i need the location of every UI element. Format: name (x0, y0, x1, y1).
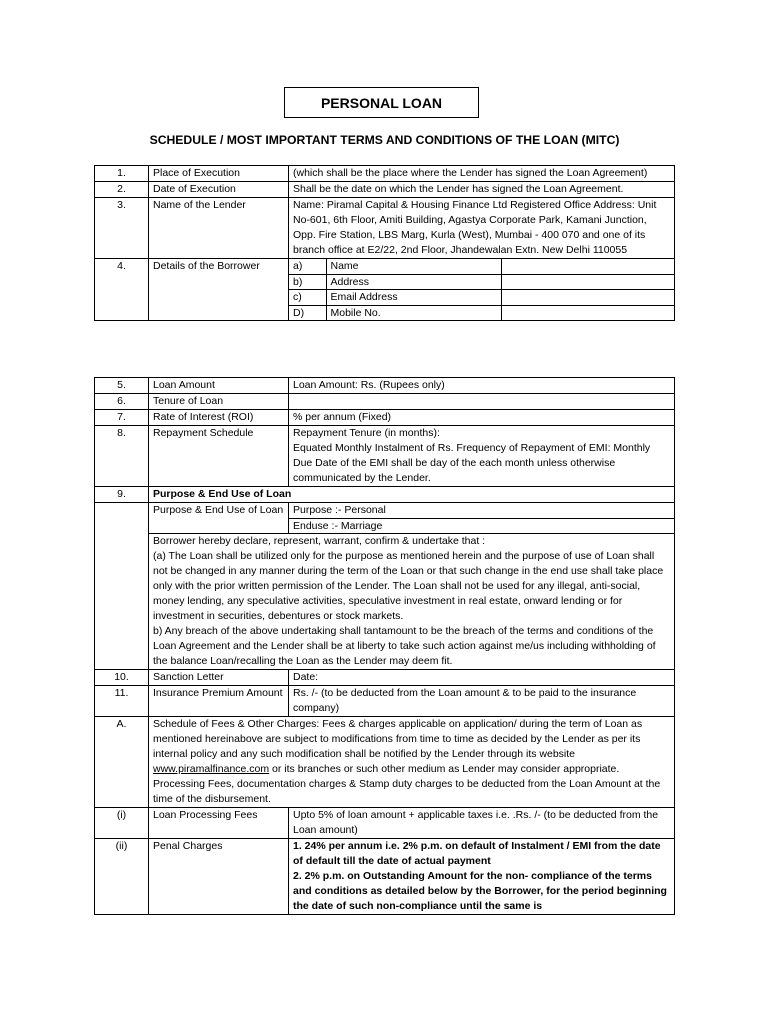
borrower-detail-row (289, 290, 674, 306)
declaration-cell (149, 534, 675, 670)
declaration-intro: Borrower hereby declare, represent, warrant, confirm & undertake that : (153, 535, 486, 547)
repayment-tenure-text: Repayment Tenure (in months): (293, 427, 440, 439)
detail-value-blank (501, 274, 674, 290)
table-row (95, 198, 675, 259)
table-row (95, 487, 675, 503)
section-heading: Purpose & End Use of Loan (149, 487, 675, 503)
row-number: A. (95, 717, 149, 808)
table-row (95, 534, 675, 670)
row-number: 10. (95, 670, 149, 686)
detail-field: Mobile No. (326, 305, 501, 320)
detail-value-blank (501, 290, 674, 306)
row-label: Place of Execution (149, 166, 289, 182)
empty-number-cell (95, 503, 149, 670)
emi-due-date-text: Due Date of the EMI shall be day of the each month unless otherwise communicated by the Lender. (293, 457, 616, 484)
table-row (95, 394, 675, 410)
row-number: 8. (95, 426, 149, 487)
row-label: Repayment Schedule (149, 426, 289, 487)
detail-value-blank (501, 259, 674, 274)
penal-charge-1: 1. 24% per annum i.e. 2% p.m. on default of Instalment / EMI from the date of default till the date of actual payment (293, 840, 661, 867)
row-number: (i) (95, 808, 149, 839)
website-link[interactable]: www.piramalfinance.com (153, 763, 270, 775)
detail-field: Name (326, 259, 501, 274)
row-value: Shall be the date on which the Lender has signed the Loan Agreement. (289, 182, 675, 198)
fees-text-after: or its branches or such other medium as Lender may consider appropriate. Processing Fees, documentation charges & Stamp duty charges to be deducted from the Loan Amount at the time of the disbursement. (153, 763, 661, 805)
purpose-row (289, 503, 674, 518)
row-value: Rs. /- (to be deducted from the Loan amount & to be paid to the insurance company) (289, 686, 675, 717)
purpose-table (289, 503, 674, 533)
document-subtitle: SCHEDULE / MOST IMPORTANT TERMS AND CONDITIONS OF THE LOAN (MITC) (149, 133, 620, 147)
table-row (95, 839, 675, 915)
enduse-value: Enduse :- Marriage (289, 518, 674, 533)
document-title: PERSONAL LOAN (284, 87, 479, 118)
row-value: Date: (289, 670, 675, 686)
table-row (95, 686, 675, 717)
borrower-details-table (289, 259, 674, 320)
emi-text: Equated Monthly Instalment of Rs. Frequency of Repayment of EMI: Monthly (293, 442, 651, 454)
row-label: Loan Processing Fees (149, 808, 289, 839)
table-row (95, 410, 675, 426)
borrower-lender-table (94, 165, 675, 321)
row-value (289, 394, 675, 410)
table-row (95, 259, 675, 321)
row-label: Purpose & End Use of Loan (149, 503, 289, 534)
row-number: 2. (95, 182, 149, 198)
row-number: 9. (95, 487, 149, 503)
detail-letter: c) (289, 290, 326, 306)
row-number: 5. (95, 378, 149, 394)
row-value: % per annum (Fixed) (289, 410, 675, 426)
penal-charge-2: 2. 2% p.m. on Outstanding Amount for the non- compliance of the terms and conditions as detailed below by the Borrower, for the period beginning the date of such non-compliance until the same is (293, 870, 667, 912)
table-row (95, 670, 675, 686)
table-row (95, 182, 675, 198)
table-row (95, 503, 675, 534)
row-label: Penal Charges (149, 839, 289, 915)
row-value: Loan Amount: Rs. (Rupees only) (289, 378, 675, 394)
table-row (95, 378, 675, 394)
table-row (95, 166, 675, 182)
detail-field: Email Address (326, 290, 501, 306)
row-number: 6. (95, 394, 149, 410)
detail-letter: a) (289, 259, 326, 274)
row-number: (ii) (95, 839, 149, 915)
row-label: Loan Amount (149, 378, 289, 394)
loan-terms-table (94, 377, 675, 915)
penal-charges-cell (289, 839, 675, 915)
table-row (95, 808, 675, 839)
row-number: 4. (95, 259, 149, 321)
borrower-detail-row (289, 305, 674, 320)
borrower-detail-row (289, 259, 674, 274)
repayment-schedule-cell (289, 426, 675, 487)
table-row (95, 717, 675, 808)
row-label: Details of the Borrower (149, 259, 289, 321)
detail-letter: D) (289, 305, 326, 320)
purpose-row (289, 518, 674, 533)
row-label: Tenure of Loan (149, 394, 289, 410)
row-label: Name of the Lender (149, 198, 289, 259)
purpose-cell (289, 503, 675, 534)
borrower-details-cell (289, 259, 675, 321)
purpose-value: Purpose :- Personal (289, 503, 674, 518)
declaration-clause-b: b) Any breach of the above undertaking shall tantamount to be the breach of the terms and conditions of the Loan Agreement and the Lender shall be at liberty to take such action against me/us including withholding of the balance Loan/recalling the Loan as the Lender may deem fit. (153, 625, 656, 667)
row-label: Date of Execution (149, 182, 289, 198)
row-label: Insurance Premium Amount (149, 686, 289, 717)
row-value: (which shall be the place where the Lender has signed the Loan Agreement) (289, 166, 675, 182)
row-label: Sanction Letter (149, 670, 289, 686)
table-row (95, 426, 675, 487)
fees-text-before: Schedule of Fees & Other Charges: Fees & charges applicable on application/ during the term of Loan as mentioned hereinabove are subject to modifications from time to time as decided by the Lender as per its internal policy and any such modification shall be notified by the Lender through its website (153, 718, 643, 760)
row-value: Name: Piramal Capital & Housing Finance Ltd Registered Office Address: Unit No-601, 6th Floor, Amiti Building, Agastya Corporate Park, Kamani Junction, Opp. Fire Station, LBS Marg, Kurla (West), Mumbai - 400 070 and one of its branch office at E2/22, 2nd Floor, Jhandewalan Extn. New Delhi 110055 (289, 198, 675, 259)
row-number: 7. (95, 410, 149, 426)
row-label: Rate of Interest (ROI) (149, 410, 289, 426)
row-value: Upto 5% of loan amount + applicable taxes i.e. .Rs. /- (to be deducted from the Loan amount) (289, 808, 675, 839)
row-number: 1. (95, 166, 149, 182)
row-number: 3. (95, 198, 149, 259)
row-number: 11. (95, 686, 149, 717)
detail-letter: b) (289, 274, 326, 290)
fees-schedule-text (149, 717, 675, 808)
declaration-clause-a: (a) The Loan shall be utilized only for the purpose as mentioned herein and the purpose of use of Loan shall not be changed in any manner during the term of the Loan or that such change in the end use shall take place only with the prior written permission of the Lender. The Loan shall not be used for any illegal, anti-social, money lending, any speculative activities, speculative investment in real estate, onward lending or for investment in securities, debentures or stock markets. (153, 550, 664, 622)
borrower-detail-row (289, 274, 674, 290)
detail-value-blank (501, 305, 674, 320)
detail-field: Address (326, 274, 501, 290)
